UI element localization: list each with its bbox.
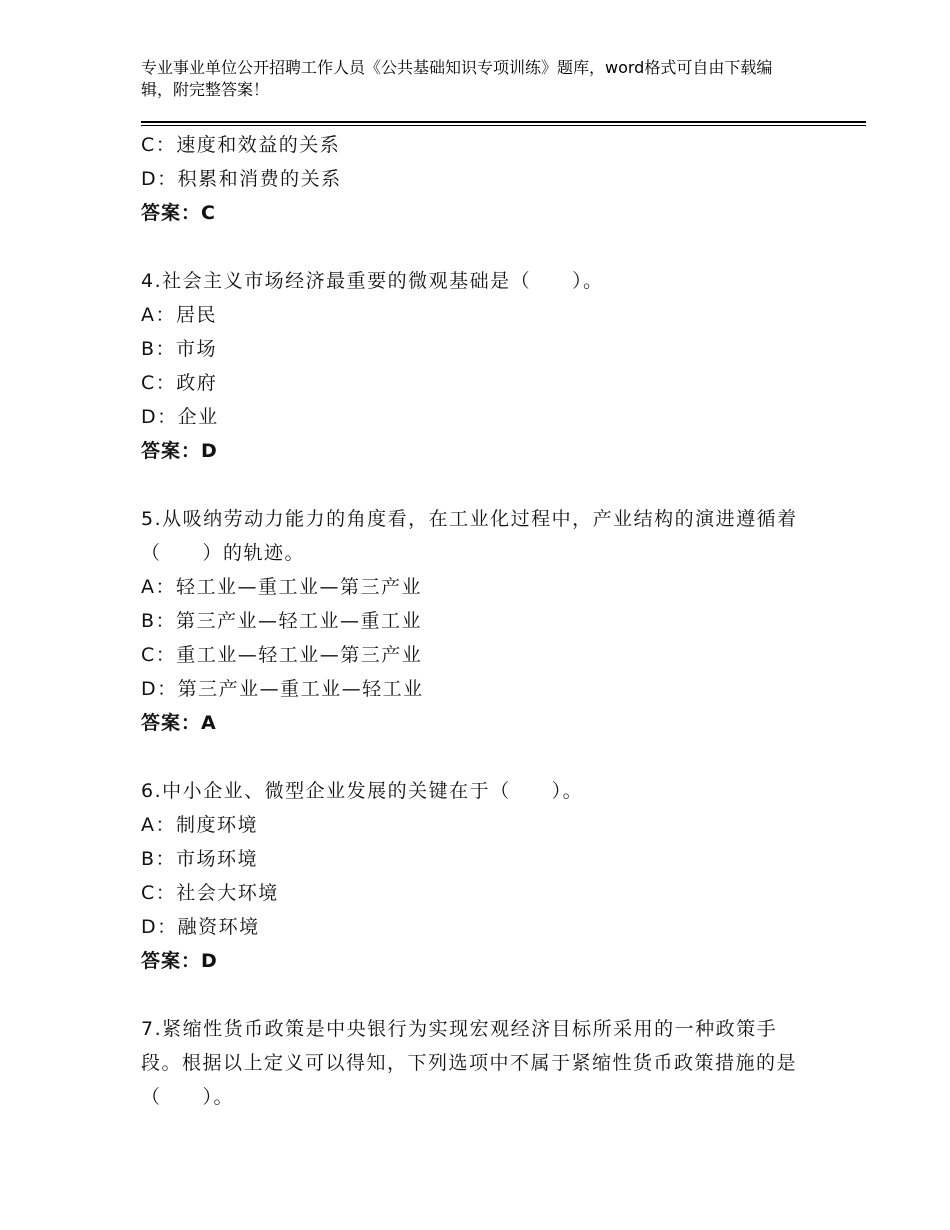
option-c: C：速度和效益的关系	[141, 134, 341, 156]
question-5-option-b: B：第三产业—轻工业—重工业	[141, 610, 423, 632]
question-6-option-a: A：制度环境	[141, 814, 258, 836]
question-6-option-c: C：社会大环境	[141, 882, 279, 904]
question-6-option-d: D：融资环境	[141, 916, 260, 938]
question-5-option-d: D：第三产业—重工业—轻工业	[141, 678, 424, 700]
question-4-option-d: D：企业	[141, 406, 219, 428]
question-5-option-c: C：重工业—轻工业—第三产业	[141, 644, 423, 666]
question-gap	[141, 740, 801, 774]
question-4-stem: 4.社会主义市场经济最重要的微观基础是（ ）。	[141, 270, 604, 292]
question-7-stem: 7.紧缩性货币政策是中央银行为实现宏观经济目标所采用的一种政策手段。根据以上定义可以得知，下列选项中不属于紧缩性货币政策措施的是（ ）。	[141, 1018, 798, 1108]
question-gap	[141, 230, 801, 264]
page-header: 专业事业单位公开招聘工作人员《公共基础知识专项训练》题库，word格式可自由下载编辑，附完整答案！	[141, 58, 773, 99]
header-rule-thick	[141, 121, 866, 123]
question-4-answer: 答案：D	[141, 440, 218, 462]
question-5-option-a: A：轻工业—重工业—第三产业	[141, 576, 422, 598]
question-6-answer: 答案：D	[141, 950, 218, 972]
option-d: D：积累和消费的关系	[141, 168, 342, 190]
header-rule-thin	[141, 125, 866, 126]
question-gap	[141, 978, 801, 1012]
question-gap	[141, 468, 801, 502]
question-4-option-b: B：市场	[141, 338, 218, 360]
question-6-stem: 6.中小企业、微型企业发展的关键在于（ ）。	[141, 780, 584, 802]
answer: 答案：C	[141, 202, 216, 224]
question-5-answer: 答案：A	[141, 712, 217, 734]
question-content	[141, 128, 801, 1114]
question-4-option-c: C：政府	[141, 372, 218, 394]
question-4-option-a: A：居民	[141, 304, 217, 326]
question-6-option-b: B：市场环境	[141, 848, 259, 870]
question-5-stem: 5.从吸纳劳动力能力的角度看，在工业化过程中，产业结构的演进遵循着（ ）的轨迹。	[141, 508, 798, 564]
